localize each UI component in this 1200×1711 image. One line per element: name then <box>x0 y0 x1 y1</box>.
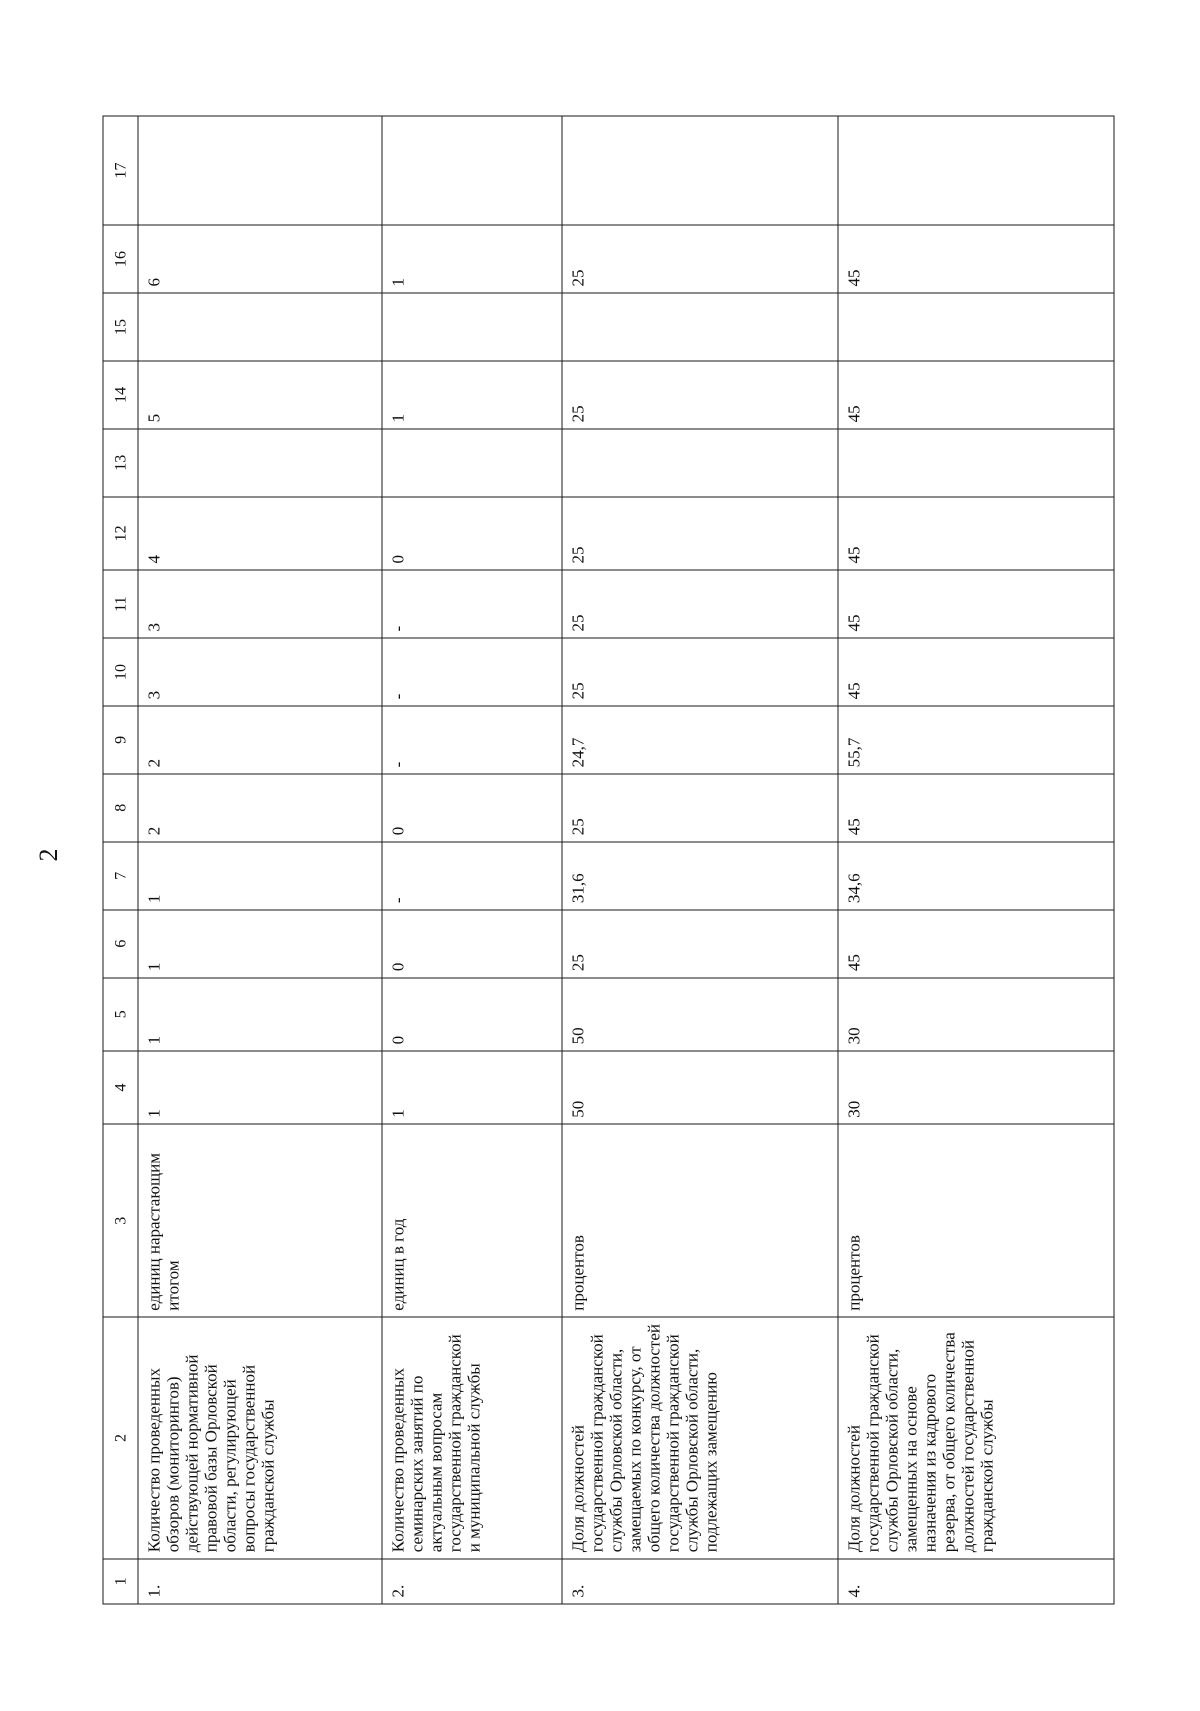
value-cell: 3 <box>138 638 382 706</box>
page-number: 2 <box>34 848 63 862</box>
value-cell: 25 <box>562 638 838 706</box>
value-cell: 1 <box>382 361 562 429</box>
value-cell: 25 <box>562 497 838 570</box>
table-row <box>562 116 838 1604</box>
value-cell: 0 <box>382 910 562 978</box>
column-header-6: 6 <box>103 910 138 978</box>
value-cell: 25 <box>562 361 838 429</box>
value-cell: 25 <box>562 774 838 842</box>
value-cell: 25 <box>562 225 838 293</box>
value-cell <box>382 429 562 497</box>
column-header-14: 14 <box>103 361 138 429</box>
data-table <box>102 116 1114 1605</box>
value-cell: 3 <box>138 570 382 638</box>
unit-of-measure: процентов <box>838 1124 1114 1317</box>
value-cell: 1 <box>138 842 382 910</box>
value-cell <box>562 429 838 497</box>
value-cell: 45 <box>838 570 1114 638</box>
value-cell <box>838 293 1114 361</box>
unit-of-measure: единиц в год <box>382 1124 562 1317</box>
column-header-11: 11 <box>103 570 138 638</box>
unit-of-measure: единиц нарастающим итогом <box>138 1124 382 1317</box>
indicator-name: Количество проведенных обзоров (мониторингов) действующей нормативной правовой базы Орловской области, регулирующей вопросы государственной гражданской службы <box>138 1317 382 1559</box>
value-cell: 1 <box>382 1051 562 1124</box>
indicator-name: Доля должностей государственной гражданской службы Орловской области, замещаемых по конкурсу, от общего количества должностей государственной гражданской службы Орловской области, подлежащих замещению <box>562 1317 838 1559</box>
row-number: 4. <box>838 1559 1114 1604</box>
column-header-7: 7 <box>103 842 138 910</box>
value-cell <box>838 429 1114 497</box>
value-cell: 50 <box>562 978 838 1051</box>
value-cell: 2 <box>138 706 382 774</box>
unit-of-measure: процентов <box>562 1124 838 1317</box>
column-header-13: 13 <box>103 429 138 497</box>
header-row <box>103 116 138 1604</box>
value-cell: - <box>382 638 562 706</box>
value-cell: 31,6 <box>562 842 838 910</box>
table-row <box>138 116 382 1604</box>
indicator-name: Количество проведенных семинарских занятий по актуальным вопросам государственной гражданской и муниципальной службы <box>382 1317 562 1559</box>
value-cell: 45 <box>838 910 1114 978</box>
value-cell <box>138 293 382 361</box>
value-cell: - <box>382 706 562 774</box>
value-cell: 30 <box>838 1051 1114 1124</box>
value-cell: 0 <box>382 774 562 842</box>
value-cell <box>562 293 838 361</box>
value-cell: 1 <box>138 1051 382 1124</box>
column-header-15: 15 <box>103 293 138 361</box>
value-cell <box>138 429 382 497</box>
value-cell: 45 <box>838 774 1114 842</box>
value-cell: 0 <box>382 497 562 570</box>
value-cell: 2 <box>138 774 382 842</box>
row-number: 2. <box>382 1559 562 1604</box>
indicator-name: Доля должностей государственной гражданской службы Орловской области, замещенных на основе назначения из кадрового резерва, от общего количества должностей государственной гражданской службы <box>838 1317 1114 1559</box>
value-cell: 50 <box>562 1051 838 1124</box>
value-cell: 1 <box>138 978 382 1051</box>
value-cell: 45 <box>838 225 1114 293</box>
value-cell: 45 <box>838 638 1114 706</box>
value-cell: 1 <box>382 225 562 293</box>
column-header-5: 5 <box>103 978 138 1051</box>
value-cell: - <box>382 570 562 638</box>
table-row <box>838 116 1114 1604</box>
value-cell: 55,7 <box>838 706 1114 774</box>
column-header-16: 16 <box>103 225 138 293</box>
value-cell: - <box>382 842 562 910</box>
value-cell: 30 <box>838 978 1114 1051</box>
row-number: 3. <box>562 1559 838 1604</box>
value-cell: 4 <box>138 497 382 570</box>
value-cell: 1 <box>138 910 382 978</box>
value-cell: 6 <box>138 225 382 293</box>
column-header-9: 9 <box>103 706 138 774</box>
value-cell <box>382 116 562 225</box>
column-header-3: 3 <box>103 1124 138 1317</box>
value-cell: 45 <box>838 361 1114 429</box>
value-cell: 0 <box>382 978 562 1051</box>
row-number: 1. <box>138 1559 382 1604</box>
value-cell: 34,6 <box>838 842 1114 910</box>
column-header-4: 4 <box>103 1051 138 1124</box>
value-cell <box>382 293 562 361</box>
value-cell: 25 <box>562 570 838 638</box>
column-header-8: 8 <box>103 774 138 842</box>
value-cell: 24,7 <box>562 706 838 774</box>
column-header-10: 10 <box>103 638 138 706</box>
column-header-1: 1 <box>103 1559 138 1604</box>
column-header-12: 12 <box>103 497 138 570</box>
table-body <box>138 116 1114 1604</box>
value-cell: 45 <box>838 497 1114 570</box>
value-cell <box>838 116 1114 225</box>
table-row <box>382 116 562 1604</box>
column-header-17: 17 <box>103 116 138 225</box>
value-cell <box>562 116 838 225</box>
value-cell <box>138 116 382 225</box>
column-header-2: 2 <box>103 1317 138 1559</box>
value-cell: 5 <box>138 361 382 429</box>
table-sheet <box>102 116 1114 1605</box>
value-cell: 25 <box>562 910 838 978</box>
